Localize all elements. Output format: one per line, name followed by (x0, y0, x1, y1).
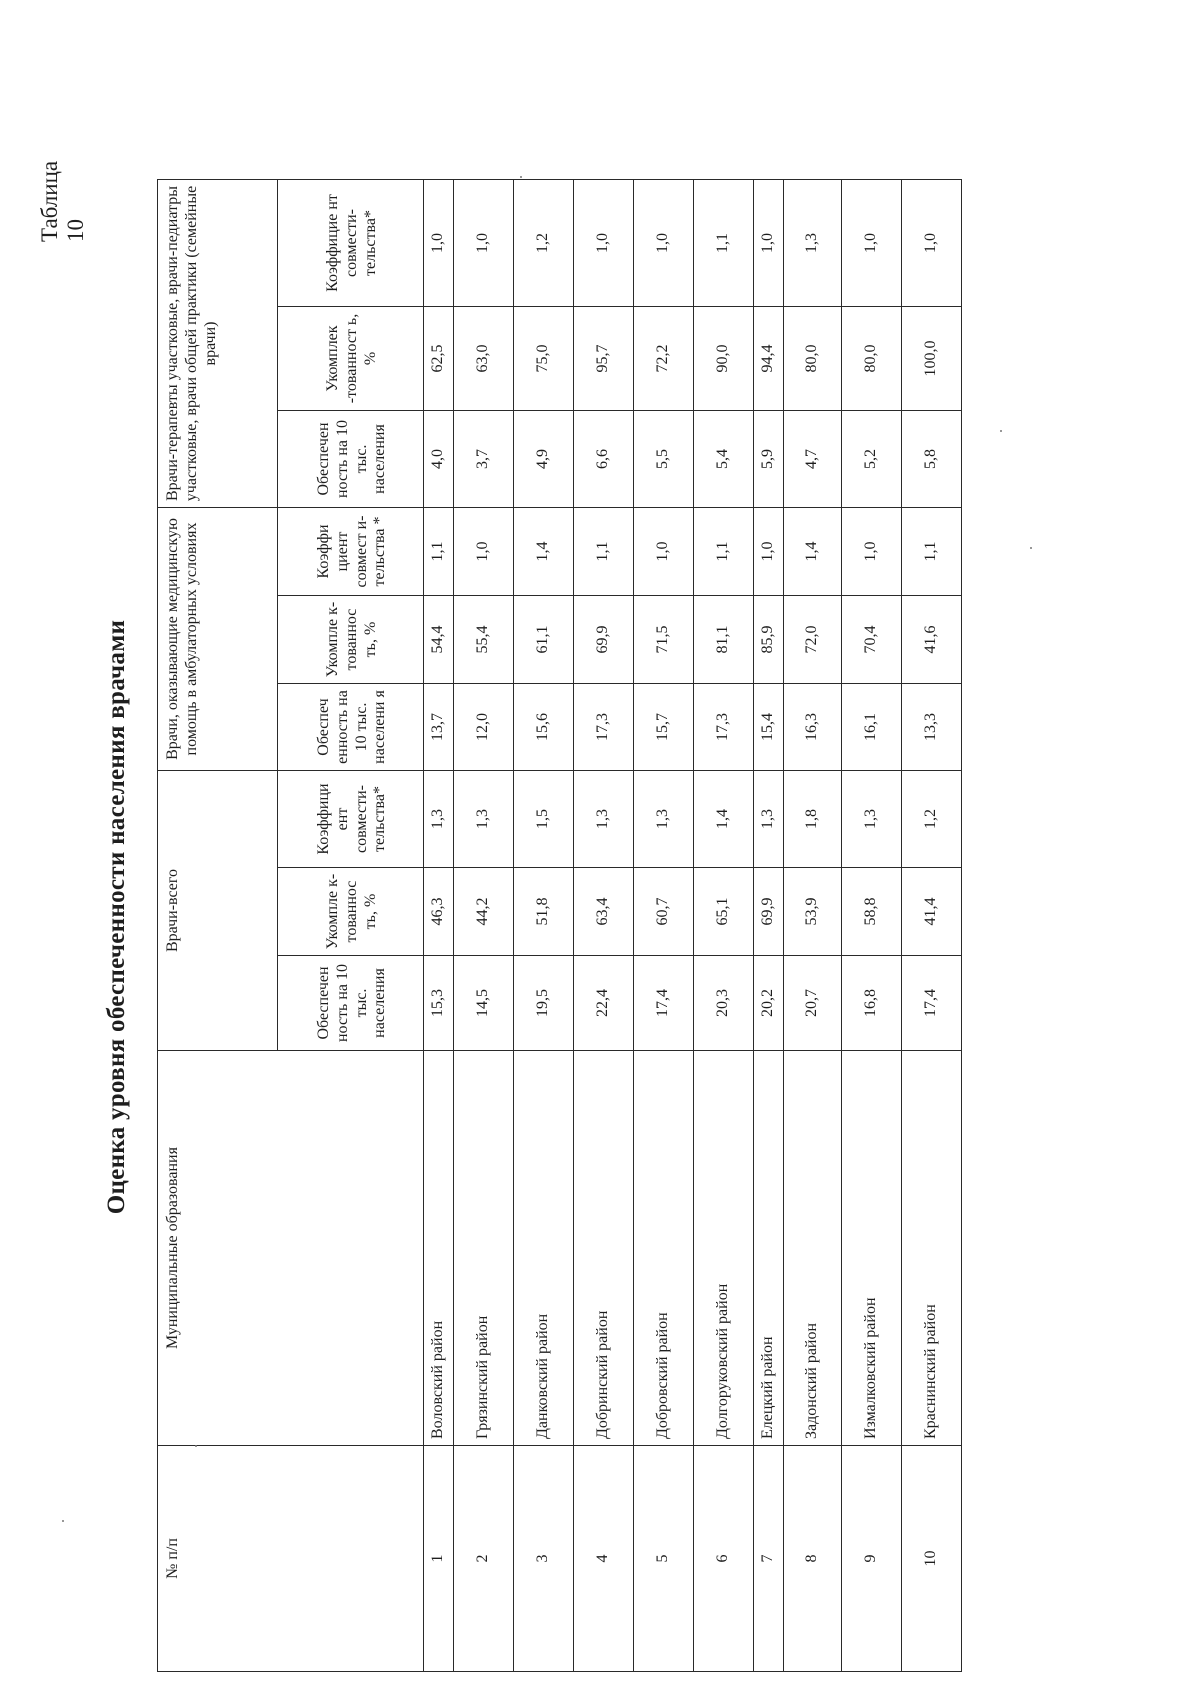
value-cell: 1,5 (514, 771, 574, 868)
value-cell: 1,0 (634, 180, 694, 307)
municipality-name: Добровский район (634, 1051, 694, 1446)
value-cell: 61,1 (514, 596, 574, 684)
row-number: 4 (574, 1446, 634, 1672)
value-cell: 14,5 (454, 956, 514, 1051)
value-cell: 51,8 (514, 868, 574, 956)
table-row (634, 180, 694, 1672)
value-cell: 1,0 (424, 180, 454, 307)
value-cell: 63,4 (574, 868, 634, 956)
value-cell: 5,2 (842, 411, 902, 508)
value-cell: 3,7 (454, 411, 514, 508)
value-cell: 1,1 (574, 508, 634, 596)
value-cell: 75,0 (514, 307, 574, 411)
row-number: 5 (634, 1446, 694, 1672)
value-cell: 16,3 (784, 684, 842, 771)
value-cell: 6,6 (574, 411, 634, 508)
municipality-name: Долгоруковский район (694, 1051, 754, 1446)
value-cell: 1,1 (424, 508, 454, 596)
value-cell: 5,9 (754, 411, 784, 508)
municipality-name: Елецкий район (754, 1051, 784, 1446)
header-sub: Укомпле к-тованнос ть, % (278, 868, 424, 956)
municipality-name: Воловский район (424, 1051, 454, 1446)
value-cell: 1,0 (754, 180, 784, 307)
value-cell: 1,3 (784, 180, 842, 307)
scan-speck (62, 1520, 64, 1522)
municipality-name: Задонский район (784, 1051, 842, 1446)
header-municipality: Муниципальные образования (158, 1051, 424, 1446)
scan-speck (1030, 547, 1032, 549)
value-cell: 5,8 (902, 411, 962, 508)
value-cell: 17,4 (902, 956, 962, 1051)
value-cell: 69,9 (754, 868, 784, 956)
municipality-name: Грязинский район (454, 1051, 514, 1446)
municipality-name: Данковский район (514, 1051, 574, 1446)
header-num: № п/п (158, 1446, 424, 1672)
value-cell: 15,4 (754, 684, 784, 771)
header-sub: Обеспеч енность на 10 тыс. населени я (278, 684, 424, 771)
value-cell: 85,9 (754, 596, 784, 684)
value-cell: 1,2 (902, 771, 962, 868)
value-cell: 1,0 (454, 180, 514, 307)
value-cell: 1,0 (902, 180, 962, 307)
header-sub: Укомплек -тованност ь, % (278, 307, 424, 411)
value-cell: 1,4 (784, 508, 842, 596)
value-cell: 63,0 (454, 307, 514, 411)
data-table (157, 179, 962, 1672)
value-cell: 17,4 (634, 956, 694, 1051)
value-cell: 70,4 (842, 596, 902, 684)
value-cell: 1,0 (842, 508, 902, 596)
header-group-district: Врачи-терапевты участковые, врачи-педиатры участковые, врачи общей практики (семейные врачи) (158, 180, 278, 508)
value-cell: 5,4 (694, 411, 754, 508)
value-cell: 16,1 (842, 684, 902, 771)
value-cell: 72,2 (634, 307, 694, 411)
row-number: 7 (754, 1446, 784, 1672)
municipality-name: Добринский район (574, 1051, 634, 1446)
value-cell: 72,0 (784, 596, 842, 684)
value-cell: 1,3 (842, 771, 902, 868)
header-group-all-doctors: Врачи-всего (158, 771, 278, 1051)
value-cell: 100,0 (902, 307, 962, 411)
value-cell: 62,5 (424, 307, 454, 411)
value-cell: 17,3 (694, 684, 754, 771)
header-sub: Обеспечен ность на 10 тыс. населения (278, 411, 424, 508)
table-row (754, 180, 784, 1672)
value-cell: 12,0 (454, 684, 514, 771)
value-cell: 1,0 (634, 508, 694, 596)
row-number: 10 (902, 1446, 962, 1672)
value-cell: 16,8 (842, 956, 902, 1051)
value-cell: 19,5 (514, 956, 574, 1051)
table-row (842, 180, 902, 1672)
rotated-page (29, 137, 1169, 1697)
row-number: 6 (694, 1446, 754, 1672)
page-title: Оценка уровня обеспеченности населения врачами (103, 619, 130, 1215)
value-cell: 58,8 (842, 868, 902, 956)
table-row (694, 180, 754, 1672)
table-caption: Таблица 10 (37, 160, 88, 242)
header-sub: Коэффицие нт совмести-тельства* (278, 180, 424, 307)
value-cell: 90,0 (694, 307, 754, 411)
value-cell: 65,1 (694, 868, 754, 956)
value-cell: 15,7 (634, 684, 694, 771)
value-cell: 13,3 (902, 684, 962, 771)
header-group-outpatient: Врачи, оказывающие медицинскую помощь в амбулаторных условиях (158, 508, 278, 771)
table-row (514, 180, 574, 1672)
value-cell: 5,5 (634, 411, 694, 508)
value-cell: 1,1 (694, 508, 754, 596)
table-row (454, 180, 514, 1672)
value-cell: 81,1 (694, 596, 754, 684)
municipality-name: Краснинский район (902, 1051, 962, 1446)
row-number: 9 (842, 1446, 902, 1672)
row-number: 8 (784, 1446, 842, 1672)
value-cell: 46,3 (424, 868, 454, 956)
scan-speck (195, 1445, 197, 1447)
header-sub: Укомпле к-тованнос ть, % (278, 596, 424, 684)
value-cell: 55,4 (454, 596, 514, 684)
header-sub: Коэффи циент совмест и-тельства * (278, 508, 424, 596)
value-cell: 15,3 (424, 956, 454, 1051)
value-cell: 1,3 (574, 771, 634, 868)
value-cell: 20,7 (784, 956, 842, 1051)
value-cell: 20,3 (694, 956, 754, 1051)
value-cell: 71,5 (634, 596, 694, 684)
header-sub: Обеспечен ность на 10 тыс. населения (278, 956, 424, 1051)
value-cell: 69,9 (574, 596, 634, 684)
value-cell: 54,4 (424, 596, 454, 684)
value-cell: 13,7 (424, 684, 454, 771)
table-row (902, 180, 962, 1672)
value-cell: 17,3 (574, 684, 634, 771)
value-cell: 80,0 (842, 307, 902, 411)
value-cell: 1,3 (424, 771, 454, 868)
value-cell: 95,7 (574, 307, 634, 411)
value-cell: 80,0 (784, 307, 842, 411)
header-sub: Коэффици ент совмести-тельства* (278, 771, 424, 868)
row-number: 1 (424, 1446, 454, 1672)
value-cell: 1,0 (842, 180, 902, 307)
scan-speck (520, 176, 522, 178)
row-number: 2 (454, 1446, 514, 1672)
value-cell: 1,3 (634, 771, 694, 868)
value-cell: 1,4 (694, 771, 754, 868)
value-cell: 44,2 (454, 868, 514, 956)
value-cell: 20,2 (754, 956, 784, 1051)
value-cell: 1,1 (902, 508, 962, 596)
value-cell: 1,8 (784, 771, 842, 868)
value-cell: 41,6 (902, 596, 962, 684)
value-cell: 4,7 (784, 411, 842, 508)
scan-speck (1000, 430, 1002, 432)
row-number: 3 (514, 1446, 574, 1672)
value-cell: 94,4 (754, 307, 784, 411)
value-cell: 1,3 (454, 771, 514, 868)
value-cell: 1,0 (574, 180, 634, 307)
value-cell: 1,2 (514, 180, 574, 307)
municipality-name: Измалковский район (842, 1051, 902, 1446)
value-cell: 1,3 (754, 771, 784, 868)
value-cell: 1,0 (454, 508, 514, 596)
table-body (424, 180, 962, 1672)
value-cell: 22,4 (574, 956, 634, 1051)
table-row (574, 180, 634, 1672)
value-cell: 60,7 (634, 868, 694, 956)
table-row (424, 180, 454, 1672)
value-cell: 53,9 (784, 868, 842, 956)
value-cell: 4,0 (424, 411, 454, 508)
value-cell: 1,1 (694, 180, 754, 307)
value-cell: 1,0 (754, 508, 784, 596)
value-cell: 1,4 (514, 508, 574, 596)
value-cell: 41,4 (902, 868, 962, 956)
value-cell: 4,9 (514, 411, 574, 508)
value-cell: 15,6 (514, 684, 574, 771)
table-row (784, 180, 842, 1672)
